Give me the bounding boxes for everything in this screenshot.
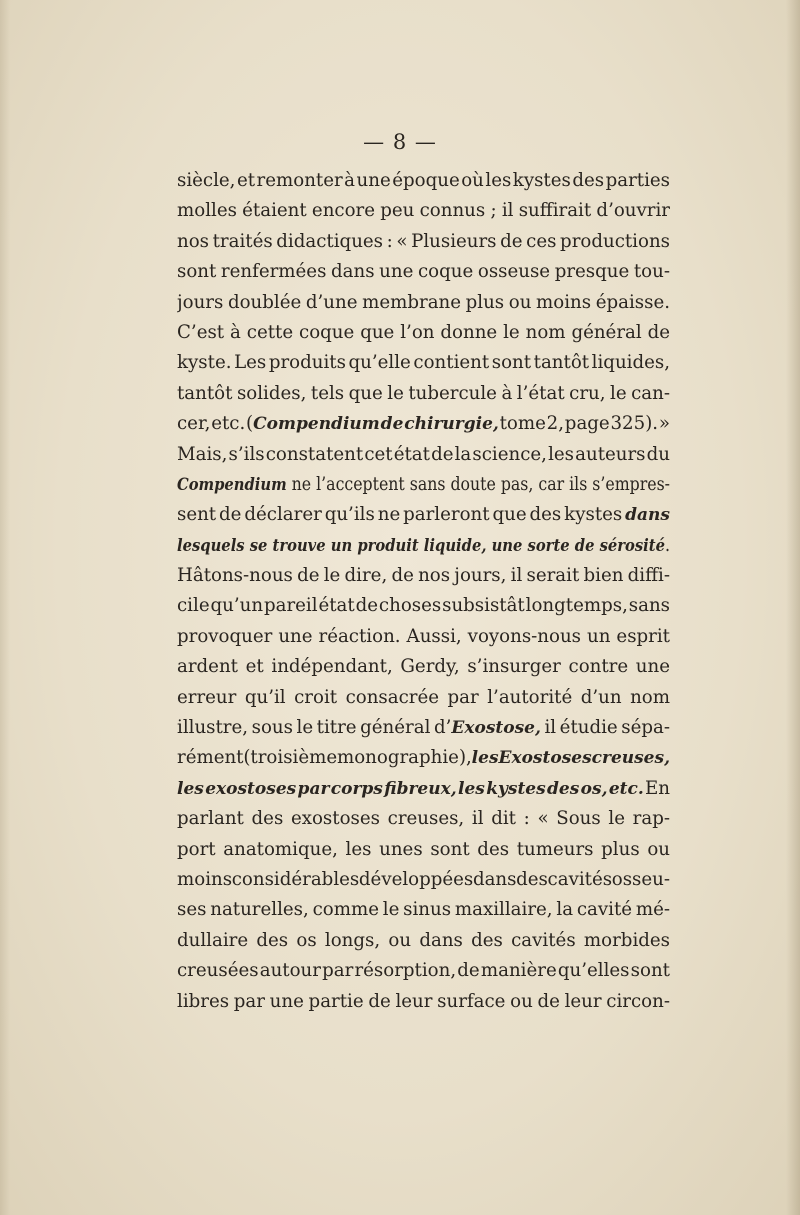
italic-text: Compendium — [177, 474, 287, 495]
text-line — [177, 743, 670, 773]
italic-text: les Exostoses creuses, — [471, 748, 670, 769]
text-line — [177, 683, 670, 713]
line-text: siècle, et remonter à une époque où les kystes des parties — [177, 170, 670, 191]
text-line — [177, 835, 670, 865]
text-line — [177, 652, 670, 682]
line-text: dullaire des os longs, ou dans des cavités morbides — [177, 929, 670, 951]
text-line — [177, 288, 670, 318]
italic-text: lesquels se trouve un produit liquide, une sorte de sérosité — [177, 535, 665, 556]
text-line — [177, 531, 670, 561]
text-line — [177, 622, 670, 652]
line-text: port anatomique, les unes sont des tumeurs plus ou — [177, 838, 670, 860]
text-line — [177, 956, 670, 986]
text-line — [177, 500, 670, 530]
line-text: . — [664, 534, 670, 556]
line-text: Hâtons-nous de le dire, de nos jours, il serait bien diffi- — [177, 565, 670, 587]
text-line — [177, 591, 670, 621]
line-text: ne l’acceptent sans doute pas, car ils s’empres- — [286, 473, 670, 495]
body-text — [177, 166, 670, 1017]
text-line — [177, 470, 670, 500]
line-text: sont renfermées dans une coque osseuse presque tou- — [177, 261, 670, 283]
text-line — [177, 804, 670, 834]
line-text: parlant des exostoses creuses, il dit : « Sous le rap- — [177, 808, 670, 830]
text-line — [177, 166, 670, 196]
line-text: illustre, sous le titre général d’ — [177, 717, 452, 739]
italic-text: Exostose, — [451, 718, 541, 739]
line-text: ses naturelles, comme le sinus maxillaire, la cavité mé- — [177, 899, 670, 921]
line-text: tome 2, page 325). » — [498, 413, 670, 435]
text-line — [177, 440, 670, 470]
line-text: cile qu’un pareil état de choses subsistât longtemps, sans — [177, 595, 670, 617]
line-text: C’est à cette coque que l’on donne le nom général de — [177, 321, 670, 343]
text-line — [177, 713, 670, 743]
line-text: nos traités didactiques : « Plusieurs de ces productions — [177, 230, 670, 252]
line-text: molles étaient encore peu connus ; il suffirait d’ouvrir — [177, 200, 670, 222]
italic-text: dans — [625, 505, 670, 526]
text-line — [177, 348, 670, 378]
text-line — [177, 318, 670, 348]
line-text: cer, etc. ( — [177, 413, 254, 435]
text-line — [177, 561, 670, 591]
text-line — [177, 926, 670, 956]
text-line — [177, 196, 670, 226]
line-text: En — [643, 777, 670, 799]
page-edge-left — [0, 0, 10, 1215]
line-text: il étudie sépa- — [540, 717, 670, 739]
line-text: erreur qu’il croit consacrée par l’autorité d’un nom — [177, 686, 670, 708]
line-text: jours doublée d’une membrane plus ou moins épaisse. — [177, 291, 670, 313]
line-text: libres par une partie de leur surface ou de leur circon- — [177, 990, 670, 1012]
line-text: ardent et indépendant, Gerdy, s’insurger contre une — [177, 656, 670, 678]
line-text: sent de déclarer qu’ils ne parleront que des kystes — [177, 504, 626, 526]
italic-text: Compendium de chirurgie, — [253, 414, 499, 435]
line-text: tantôt solides, tels que le tubercule à l’état cru, le can- — [177, 382, 670, 404]
text-line — [177, 227, 670, 257]
line-text: rément (troisième monographie), — [177, 747, 472, 769]
text-line — [177, 895, 670, 925]
italic-text: les exostoses par corps fibreux, les kystes des os, etc. — [177, 778, 644, 799]
line-text: kyste. Les produits qu’elle contient sont tantôt liquides, — [177, 352, 670, 374]
page-edge-right — [786, 0, 800, 1215]
line-text: moins considérables développées dans des cavités osseu- — [177, 868, 670, 890]
line-text: Mais, s’ils constatent cet état de la science, les auteurs du — [177, 443, 670, 465]
line-text: provoquer une réaction. Aussi, voyons-nous un esprit — [177, 625, 670, 647]
text-line — [177, 987, 670, 1017]
text-line — [177, 865, 670, 895]
line-text: creusées autour par résorption, de manière qu’elles sont — [177, 960, 670, 982]
text-line — [177, 774, 670, 804]
text-line — [177, 409, 670, 439]
text-line — [177, 379, 670, 409]
page-number: — 8 — — [363, 130, 437, 154]
text-line — [177, 257, 670, 287]
